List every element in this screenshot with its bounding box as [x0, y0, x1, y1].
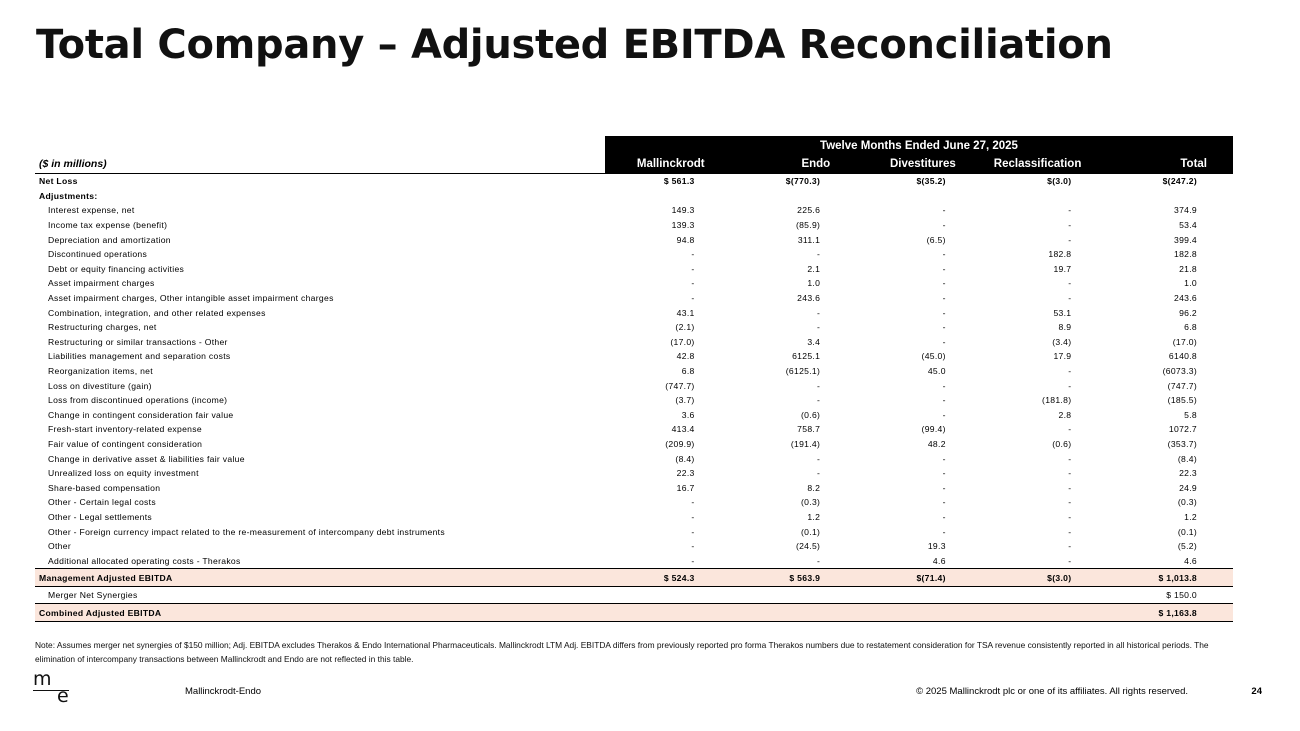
cell-mallinckrodt: 139.3	[671, 220, 695, 231]
cell-reclassification: -	[1068, 468, 1072, 479]
col-header-total: Total	[1107, 155, 1233, 174]
cell-endo: 311.1	[797, 234, 821, 245]
cell-endo: -	[817, 249, 821, 260]
cell-divestitures: (99.4)	[921, 424, 946, 435]
company-logo	[33, 670, 73, 706]
cell-reclassification: 53.1	[1053, 307, 1072, 318]
cell-endo: (191.4)	[790, 438, 821, 449]
cell-divestitures: -	[942, 380, 946, 391]
row-label: Merger Net Synergies	[48, 590, 138, 601]
cell-reclassification: $(3.0)	[982, 569, 1108, 587]
cell-total: 243.6	[1174, 293, 1198, 304]
row-label: Other - Certain legal costs	[48, 497, 156, 508]
cell-mallinckrodt: -	[691, 555, 695, 566]
cell-reclassification: 19.7	[1053, 263, 1072, 274]
cell-mallinckrodt: $ 524.3	[605, 569, 731, 587]
row-label: Asset impairment charges	[48, 278, 155, 289]
cell-endo: -	[817, 395, 821, 406]
cell-mallinckrodt: (17.0)	[670, 336, 695, 347]
cell-total: (0.3)	[1177, 497, 1198, 508]
cell-total: (353.7)	[1167, 438, 1198, 449]
row-label: Restructuring charges, net	[48, 322, 157, 333]
cell-divestitures: -	[942, 497, 946, 508]
cell-total: $ 1,163.8	[1107, 604, 1233, 622]
period-header: Twelve Months Ended June 27, 2025	[605, 136, 1233, 155]
cell-reclassification: -	[1068, 234, 1072, 245]
cell-divestitures: -	[942, 453, 946, 464]
row-label: Share-based compensation	[48, 482, 161, 493]
cell-divestitures: $(35.2)	[916, 176, 946, 187]
cell-reclassification: (3.4)	[1052, 336, 1072, 347]
cell-total: 53.4	[1179, 220, 1198, 231]
cell-endo: 225.6	[797, 205, 821, 216]
cell-total: 4.6	[1184, 555, 1198, 566]
cell-endo: -	[817, 322, 821, 333]
table-row	[35, 466, 1233, 481]
table-row	[35, 189, 1233, 204]
cell-endo: -	[817, 555, 821, 566]
row-label: Management Adjusted EBITDA	[35, 569, 605, 587]
row-label: Interest expense, net	[48, 205, 135, 216]
row-label: Change in derivative asset & liabilities fair value	[48, 453, 245, 464]
logo-m: m	[33, 668, 52, 690]
cell-endo: (0.1)	[801, 526, 821, 537]
cell-divestitures: -	[942, 482, 946, 493]
cell-endo: (0.6)	[801, 409, 821, 420]
table-row	[35, 539, 1233, 554]
cell-total: 1.2	[1184, 511, 1198, 522]
cell-divestitures: -	[942, 249, 946, 260]
cell-mallinckrodt: 43.1	[676, 307, 695, 318]
cell-divestitures: (6.5)	[926, 234, 946, 245]
cell-endo: 2.1	[807, 263, 821, 274]
table-row	[35, 276, 1233, 291]
cell-mallinckrodt: -	[691, 526, 695, 537]
cell-reclassification: -	[1068, 497, 1072, 508]
row-label: Change in contingent consideration fair value	[48, 409, 234, 420]
cell-total: 182.8	[1174, 249, 1198, 260]
cell-total: 6.8	[1184, 322, 1198, 333]
page-title: Total Company – Adjusted EBITDA Reconciliation	[36, 22, 1113, 68]
column-header-row	[35, 155, 1233, 174]
cell-mallinckrodt: (209.9)	[665, 438, 695, 449]
row-label: Fresh-start inventory-related expense	[48, 424, 202, 435]
row-label: Other - Foreign currency impact related to the re-measurement of intercompany debt instruments	[48, 526, 445, 537]
cell-total: (5.2)	[1177, 541, 1198, 552]
table-row	[35, 437, 1233, 452]
table-row	[35, 291, 1233, 306]
row-label: Loss from discontinued operations (income)	[48, 395, 228, 406]
cell-mallinckrodt: 3.6	[681, 409, 695, 420]
row-label: Net Loss	[39, 176, 78, 187]
table-row	[35, 393, 1233, 408]
cell-endo: (85.9)	[795, 220, 821, 231]
cell-endo: $(770.3)	[785, 176, 821, 187]
cell-total: 1.0	[1184, 278, 1198, 289]
table-row	[35, 335, 1233, 350]
cell-endo: -	[817, 453, 821, 464]
table-row	[35, 451, 1233, 466]
cell-total: (8.4)	[1177, 453, 1198, 464]
cell-mallinckrodt: 6.8	[681, 366, 695, 377]
cell-reclassification: -	[1068, 511, 1072, 522]
table-row	[35, 218, 1233, 233]
row-label: Unrealized loss on equity investment	[48, 468, 199, 479]
cell-total: $ 150.0	[1166, 590, 1198, 601]
cell-mallinckrodt: -	[691, 497, 695, 508]
cell-divestitures: -	[942, 220, 946, 231]
cell-reclassification: -	[1068, 555, 1072, 566]
cell-mallinckrodt: -	[691, 263, 695, 274]
col-header-reclassification: Reclassification	[982, 155, 1108, 174]
cell-divestitures: (45.0)	[921, 351, 946, 362]
row-label: Combination, integration, and other related expenses	[48, 307, 266, 318]
cell-mallinckrodt: -	[691, 249, 695, 260]
cell-endo: 243.6	[797, 293, 821, 304]
cell-divestitures: 45.0	[927, 366, 946, 377]
cell-total: 22.3	[1179, 468, 1198, 479]
table-row	[35, 422, 1233, 437]
row-label: Income tax expense (benefit)	[48, 220, 168, 231]
cell-mallinckrodt: (3.7)	[675, 395, 695, 406]
row-label: Liabilities management and separation costs	[48, 351, 231, 362]
cell-divestitures: -	[942, 205, 946, 216]
cell-endo: 8.2	[807, 482, 821, 493]
cell-total: 24.9	[1179, 482, 1198, 493]
cell-mallinckrodt: (8.4)	[675, 453, 695, 464]
cell-endo: 758.7	[797, 424, 821, 435]
table-row	[35, 524, 1233, 539]
cell-divestitures: -	[942, 468, 946, 479]
cell-reclassification: 2.8	[1058, 409, 1072, 420]
page-number: 24	[1251, 686, 1262, 697]
cell-divestitures: -	[942, 336, 946, 347]
row-label: Debt or equity financing activities	[48, 263, 185, 274]
cell-endo: $ 563.9	[731, 569, 857, 587]
cell-total: (0.1)	[1177, 526, 1198, 537]
table-row	[35, 349, 1233, 364]
cell-mallinckrodt: 413.4	[671, 424, 695, 435]
row-label: Other - Legal settlements	[48, 511, 152, 522]
col-header-endo: Endo	[731, 155, 857, 174]
cell-divestitures: -	[942, 526, 946, 537]
cell-divestitures: 48.2	[927, 438, 946, 449]
cell-endo: -	[817, 380, 821, 391]
reconciliation-table	[35, 136, 1233, 622]
table-row	[35, 553, 1233, 568]
cell-total: 6140.8	[1168, 351, 1198, 362]
table-row	[35, 378, 1233, 393]
table-row	[35, 495, 1233, 510]
row-label: Reorganization items, net	[48, 366, 153, 377]
cell-divestitures: -	[942, 263, 946, 274]
logo-e: e	[57, 685, 69, 707]
row-label: Additional allocated operating costs - Therakos	[48, 555, 241, 566]
cell-total: $ 1,013.8	[1107, 569, 1233, 587]
cell-reclassification: (0.6)	[1052, 438, 1072, 449]
cell-total: $(247.2)	[1162, 176, 1198, 187]
cell-endo: 3.4	[807, 336, 821, 347]
cell-total: 5.8	[1184, 409, 1198, 420]
combined-adjusted-ebitda-row	[35, 604, 1233, 622]
cell-divestitures: -	[942, 409, 946, 420]
cell-reclassification: -	[1068, 424, 1072, 435]
cell-reclassification: -	[1068, 293, 1072, 304]
table-row	[35, 305, 1233, 320]
cell-endo: 1.0	[807, 278, 821, 289]
units-label: ($ in millions)	[35, 155, 605, 174]
cell-mallinckrodt: -	[691, 541, 695, 552]
cell-divestitures: -	[942, 322, 946, 333]
cell-reclassification: -	[1068, 453, 1072, 464]
cell-divestitures: -	[942, 278, 946, 289]
table-row	[35, 247, 1233, 262]
cell-reclassification: -	[1068, 380, 1072, 391]
cell-reclassification: -	[1068, 278, 1072, 289]
cell-mallinckrodt: 94.8	[676, 234, 695, 245]
table-row	[35, 320, 1233, 335]
cell-mallinckrodt: 42.8	[676, 351, 695, 362]
cell-endo: 6125.1	[792, 351, 821, 362]
cell-mallinckrodt: (747.7)	[665, 380, 695, 391]
cell-total: 399.4	[1174, 234, 1198, 245]
cell-divestitures	[856, 189, 982, 204]
row-label: Discontinued operations	[48, 249, 148, 260]
cell-total	[1107, 189, 1233, 204]
cell-mallinckrodt: 16.7	[676, 482, 695, 493]
cell-divestitures: -	[942, 307, 946, 318]
cell-endo: (0.3)	[801, 497, 821, 508]
cell-endo: (24.5)	[795, 541, 821, 552]
cell-total: 96.2	[1179, 307, 1198, 318]
table-row	[35, 262, 1233, 277]
cell-reclassification: -	[1068, 541, 1072, 552]
col-header-divestitures: Divestitures	[856, 155, 982, 174]
table-body	[35, 174, 1233, 569]
cell-mallinckrodt: $ 561.3	[663, 176, 695, 187]
table-row	[35, 480, 1233, 495]
cell-reclassification: 8.9	[1058, 322, 1072, 333]
table-row	[35, 364, 1233, 379]
cell-reclassification: 17.9	[1053, 351, 1072, 362]
cell-total: (185.5)	[1167, 395, 1198, 406]
cell-total: 1072.7	[1168, 424, 1198, 435]
row-label: Fair value of contingent consideration	[48, 438, 203, 449]
footer-copyright: © 2025 Mallinckrodt plc or one of its affiliates. All rights reserved.	[916, 686, 1188, 697]
cell-endo: -	[817, 468, 821, 479]
row-label: Depreciation and amortization	[48, 234, 171, 245]
cell-reclassification: -	[1068, 482, 1072, 493]
cell-reclassification	[982, 189, 1108, 204]
table-row	[35, 408, 1233, 423]
cell-mallinckrodt: 149.3	[671, 205, 695, 216]
cell-endo: 1.2	[807, 511, 821, 522]
cell-divestitures: -	[942, 511, 946, 522]
cell-endo: (6125.1)	[785, 366, 821, 377]
cell-total: (747.7)	[1167, 380, 1198, 391]
cell-total: (6073.3)	[1162, 366, 1198, 377]
cell-divestitures: $(71.4)	[856, 569, 982, 587]
cell-mallinckrodt: 22.3	[676, 468, 695, 479]
cell-total: 21.8	[1179, 263, 1198, 274]
management-adjusted-ebitda-row	[35, 569, 1233, 587]
cell-divestitures: 4.6	[932, 555, 946, 566]
cell-reclassification: $(3.0)	[1047, 176, 1072, 187]
merger-synergies-row	[35, 587, 1233, 604]
cell-mallinckrodt: -	[691, 278, 695, 289]
footer-company-name: Mallinckrodt-Endo	[185, 686, 262, 697]
cell-reclassification: -	[1068, 220, 1072, 231]
cell-mallinckrodt: (2.1)	[675, 322, 695, 333]
cell-mallinckrodt	[605, 189, 731, 204]
cell-mallinckrodt: -	[691, 511, 695, 522]
table-row	[35, 510, 1233, 525]
table-row	[35, 232, 1233, 247]
cell-reclassification: -	[1068, 526, 1072, 537]
footnote: Note: Assumes merger net synergies of $150 million; Adj. EBITDA excludes Therakos & Endo International Pharmaceuticals. Mallinckrodt LTM Adj. EBITDA differs from previously reported pro forma Therakos numbers due to restatement consideration for TSA revenue consistently reported in all historical periods. The elimination of intercompany transactions between Mallinckrodt and Endo are not reflected in this table.	[35, 640, 1209, 664]
cell-endo	[731, 189, 857, 204]
table-row	[35, 174, 1233, 189]
cell-divestitures: -	[942, 395, 946, 406]
cell-divestitures: -	[942, 293, 946, 304]
cell-total: (17.0)	[1172, 336, 1198, 347]
cell-total: 374.9	[1174, 205, 1198, 216]
row-label: Loss on divestiture (gain)	[48, 380, 152, 391]
cell-reclassification: -	[1068, 205, 1072, 216]
cell-reclassification: 182.8	[1048, 249, 1072, 260]
reconciliation-table-container	[35, 136, 1233, 622]
table-row	[35, 203, 1233, 218]
row-label: Restructuring or similar transactions - Other	[48, 336, 228, 347]
cell-reclassification: -	[1068, 366, 1072, 377]
col-header-mallinckrodt: Mallinckrodt	[605, 155, 731, 174]
cell-divestitures: 19.3	[927, 541, 946, 552]
cell-mallinckrodt: -	[691, 293, 695, 304]
row-label: Combined Adjusted EBITDA	[35, 604, 605, 622]
cell-reclassification: (181.8)	[1042, 395, 1072, 406]
row-label: Other	[48, 541, 71, 552]
row-label: Asset impairment charges, Other intangible asset impairment charges	[48, 293, 334, 304]
cell-endo: -	[817, 307, 821, 318]
row-label: Adjustments:	[39, 190, 98, 201]
